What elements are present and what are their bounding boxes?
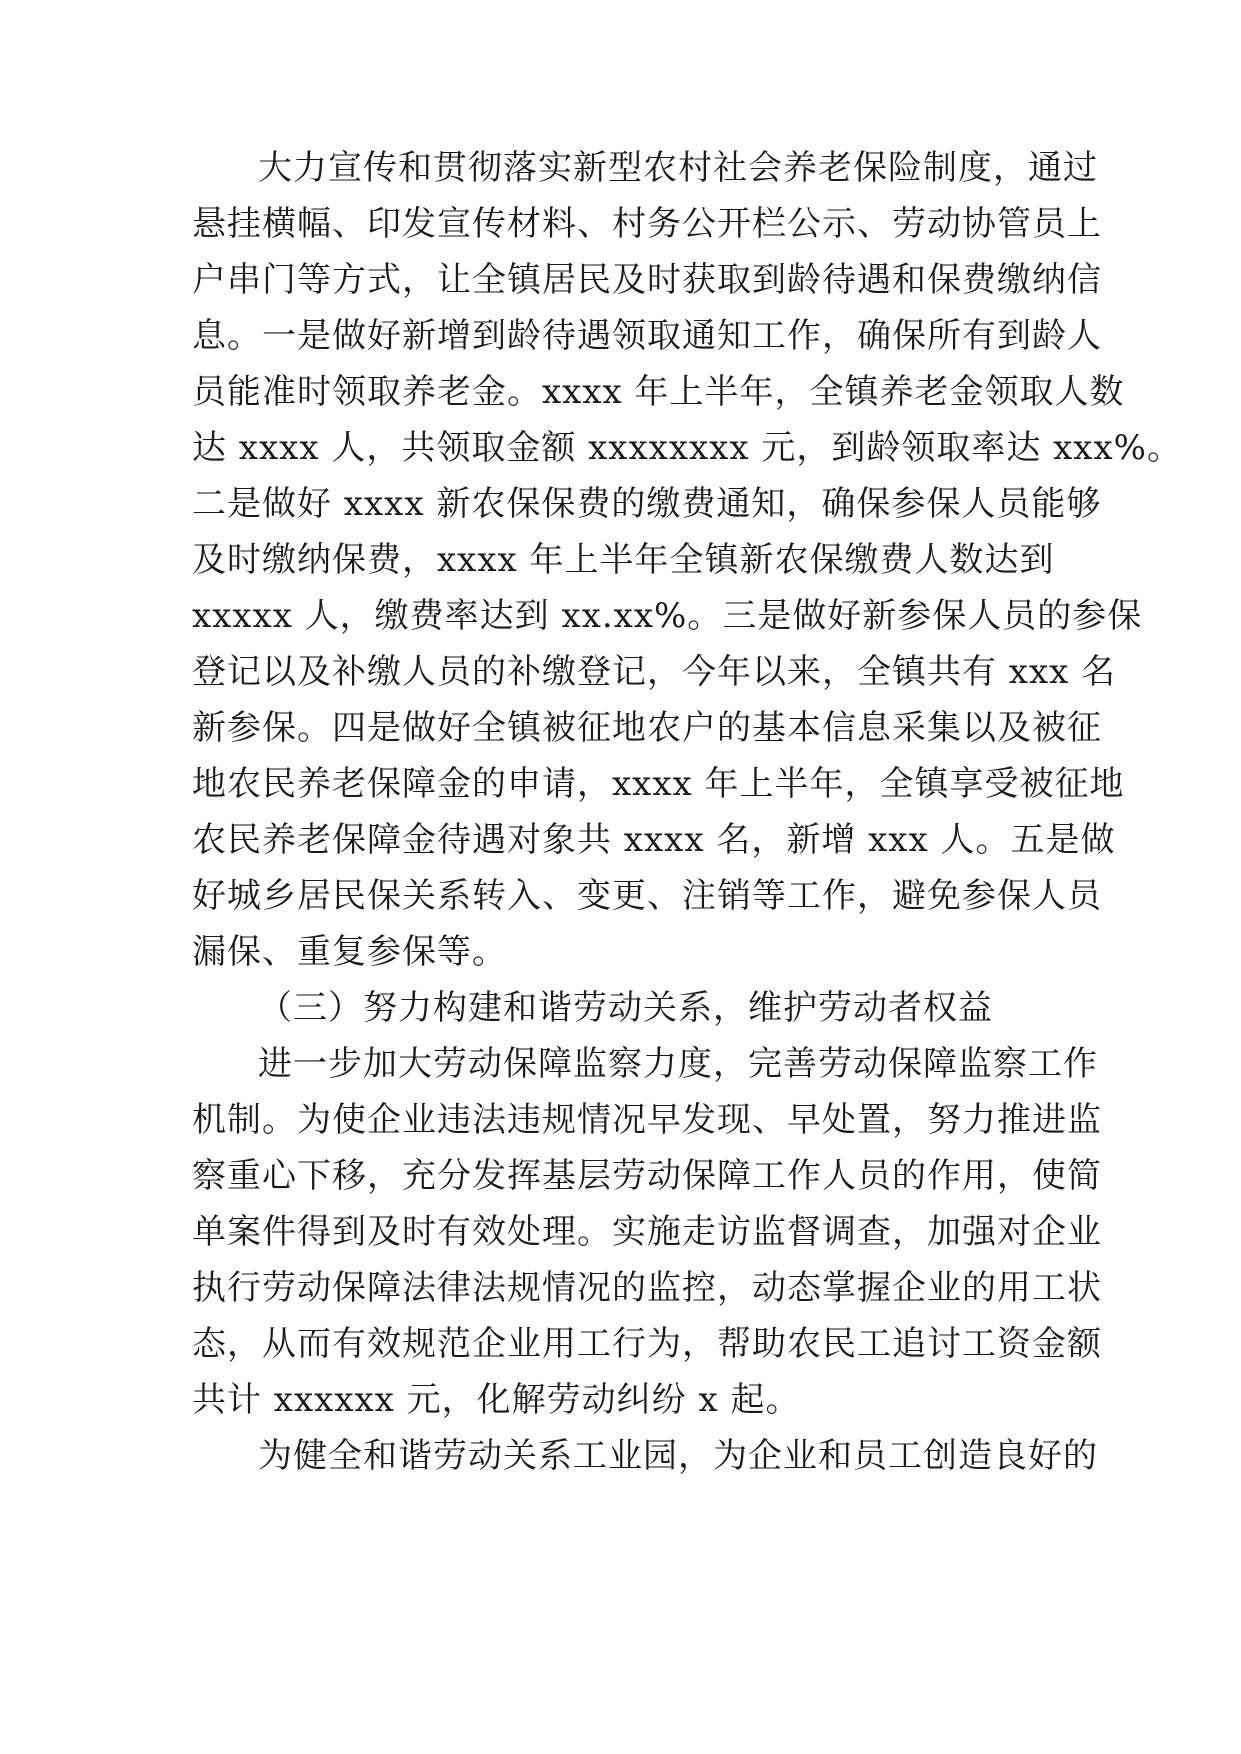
paragraph-1-line-5: 员能准时领取养老金。xxxx 年上半年，全镇养老金领取人数 <box>192 372 1125 412</box>
paragraph-2-line-3: 察重心下移，充分发挥基层劳动保障工作人员的作用，使简 <box>192 1156 1102 1196</box>
paragraph-1-line-10: 登记以及补缴人员的补缴登记，今年以来，全镇共有 xxx 名 <box>192 652 1117 692</box>
section-heading: （三）努力构建和谐劳动关系，维护劳动者权益 <box>258 988 993 1028</box>
paragraph-1-line-6: 达 xxxx 人，共领取金额 xxxxxxxx 元，到龄领取率达 xxx%。 <box>192 428 1182 468</box>
paragraph-3-line-1: 为健全和谐劳动关系工业园，为企业和员工创造良好的 <box>258 1436 1098 1476</box>
paragraph-2-line-6: 态，从而有效规范企业用工行为，帮助农民工追讨工资金额 <box>192 1324 1102 1364</box>
paragraph-1-line-7: 二是做好 xxxx 新农保保费的缴费通知，确保参保人员能够 <box>192 484 1102 524</box>
paragraph-2-line-1: 进一步加大劳动保障监察力度，完善劳动保障监察工作 <box>258 1044 1098 1084</box>
paragraph-1-line-2: 悬挂横幅、印发宣传材料、村务公开栏公示、劳动协管员上 <box>192 204 1102 244</box>
paragraph-2-line-5: 执行劳动保障法律法规情况的监控，动态掌握企业的用工状 <box>192 1268 1102 1308</box>
paragraph-1-line-11: 新参保。四是做好全镇被征地农户的基本信息采集以及被征 <box>192 708 1102 748</box>
paragraph-1-line-8: 及时缴纳保费，xxxx 年上半年全镇新农保缴费人数达到 <box>192 540 1055 580</box>
paragraph-2-line-7: 共计 xxxxxx 元，化解劳动纠纷 x 起。 <box>192 1380 801 1420</box>
paragraph-1-line-3: 户串门等方式，让全镇居民及时获取到龄待遇和保费缴纳信 <box>192 260 1102 300</box>
paragraph-2-line-4: 单案件得到及时有效处理。实施走访监督调查，加强对企业 <box>192 1212 1102 1252</box>
paragraph-2-line-2: 机制。为使企业违法违规情况早发现、早处置，努力推进监 <box>192 1100 1102 1140</box>
paragraph-1-line-1: 大力宣传和贯彻落实新型农村社会养老保险制度，通过 <box>258 148 1098 188</box>
paragraph-1-line-14: 好城乡居民保关系转入、变更、注销等工作，避免参保人员 <box>192 876 1102 916</box>
paragraph-1-line-15: 漏保、重复参保等。 <box>192 932 507 972</box>
paragraph-1-line-9: xxxxx 人，缴费率达到 xx.xx%。三是做好新参保人员的参保 <box>192 596 1143 636</box>
paragraph-1-line-12: 地农民养老保障金的申请，xxxx 年上半年，全镇享受被征地 <box>192 764 1125 804</box>
paragraph-1-line-13: 农民养老保障金待遇对象共 xxxx 名，新增 xxx 人。五是做 <box>192 820 1116 860</box>
paragraph-1-line-4: 息。一是做好新增到龄待遇领取通知工作，确保所有到龄人 <box>192 316 1102 356</box>
